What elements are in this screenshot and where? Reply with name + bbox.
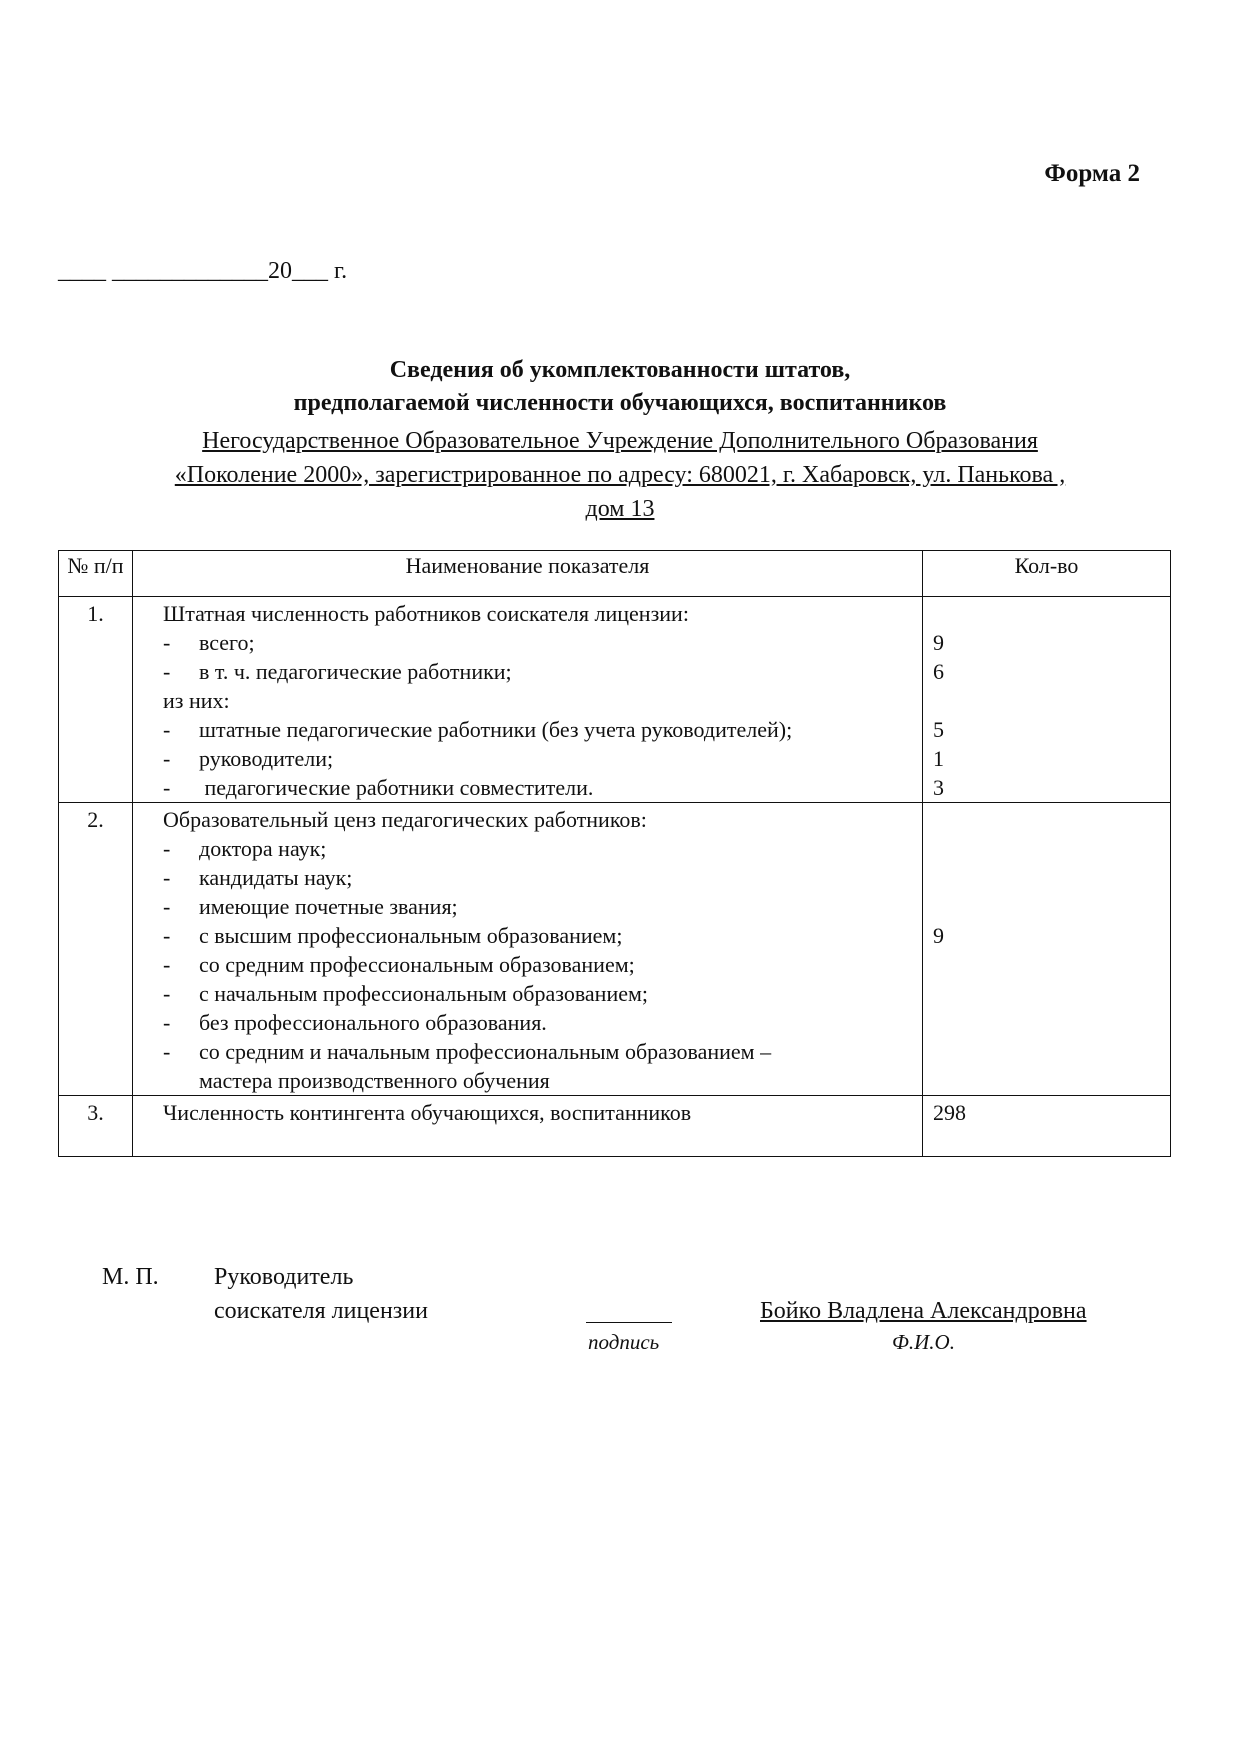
organization-name-line-1: Негосударственное Образовательное Учреждение Дополнительного Образования [202,428,1038,454]
list-dash: - [163,746,171,771]
quantity-value [933,834,1158,863]
list-dash: - [163,923,171,948]
indicator-text: Образовательный ценз педагогических работников: [163,807,647,832]
indicator-line [163,715,912,744]
table-row [59,597,1171,803]
list-dash: - [163,952,171,977]
list-dash: - [163,981,171,1006]
quantity-cell [923,803,1171,1096]
quantity-value [933,950,1158,979]
form-number: Форма 2 [1044,160,1140,187]
table-header-row [59,551,1171,597]
list-dash: - [163,717,171,742]
quantity-value [933,599,1158,628]
quantity-value [933,1127,1158,1156]
signer-role-line-1: Руководитель [214,1264,354,1290]
table-row [59,803,1171,1096]
quantity-value: 5 [933,717,944,742]
indicator-line [163,979,912,1008]
indicator-text: со средним и начальным профессиональным образованием – [199,1039,772,1064]
list-dash: - [163,865,171,890]
list-dash: - [163,630,171,655]
indicator-cell [133,803,923,1096]
staffing-table [58,550,1171,1157]
indicator-line [163,892,912,921]
column-header-number: № п/п [59,551,133,597]
indicator-text: доктора наук; [199,836,327,861]
quantity-value [933,1008,1158,1037]
indicator-line [163,773,912,802]
indicator-line [163,1127,912,1156]
indicator-line [163,744,912,773]
indicator-line [163,863,912,892]
quantity-value [933,892,1158,921]
column-header-indicator: Наименование показателя [133,551,923,597]
indicator-text: имеющие почетные звания; [199,894,458,919]
list-dash: - [163,894,171,919]
quantity-value: 6 [933,659,944,684]
indicator-cell [133,1096,923,1157]
quantity-value: 9 [933,923,944,948]
organization-address-line: «Поколение 2000», зарегистрированное по адресу: 680021, г. Хабаровск, ул. Панькова , [174,462,1066,488]
indicator-text: всего; [199,630,255,655]
indicator-text: с начальным профессиональным образованием; [199,981,649,1006]
column-header-quantity: Кол-во [923,551,1171,597]
indicator-line [163,686,912,715]
quantity-value [933,1037,1158,1066]
indicator-text: мастера производственного обучения [199,1068,550,1093]
indicator-line [163,1066,912,1095]
row-number: 1. [59,597,133,803]
indicator-line [163,1008,912,1037]
document-title-line-1: Сведения об укомплектованности штатов, [389,357,851,383]
quantity-value [933,805,1158,834]
indicator-line [163,921,912,950]
indicator-text: штатные педагогические работники (без учета руководителей); [199,717,793,742]
quantity-cell [923,597,1171,803]
row-number: 2. [59,803,133,1096]
indicator-cell [133,597,923,803]
indicator-text: с высшим профессиональным образованием; [199,923,623,948]
quantity-value [933,979,1158,1008]
indicator-text: со средним профессиональным образованием; [199,952,635,977]
indicator-text: без профессионального образования. [199,1010,547,1035]
indicator-text: кандидаты наук; [199,865,353,890]
indicator-line [163,950,912,979]
indicator-line [163,805,912,834]
quantity-value: 1 [933,746,944,771]
indicator-line [163,599,912,628]
quantity-value: 298 [933,1100,966,1125]
list-dash: - [163,836,171,861]
indicator-text: Штатная численность работников соискателя лицензии: [163,601,689,626]
date-line: ____ _____________20___ г. [58,258,348,284]
indicator-text: в т. ч. педагогические работники; [199,659,512,684]
quantity-value: 9 [933,630,944,655]
indicator-text: руководители; [199,746,334,771]
indicator-line [163,1098,912,1127]
indicator-line [163,628,912,657]
list-dash: - [163,659,171,684]
stamp-place-label: М. П. [102,1264,159,1290]
indicator-text: Численность контингента обучающихся, воспитанников [163,1100,692,1125]
signature-blank-line [586,1322,672,1323]
list-dash: - [163,1010,171,1035]
quantity-value [933,686,1158,715]
indicator-line [163,657,912,686]
document-title-line-2: предполагаемой численности обучающихся, воспитанников [293,390,947,416]
list-dash: - [163,1039,171,1064]
quantity-value: 3 [933,775,944,800]
quantity-cell [923,1096,1171,1157]
table-row [59,1096,1171,1157]
signature-caption: подпись [588,1330,660,1354]
row-number: 3. [59,1096,133,1157]
organization-address-house: дом 13 [585,496,655,522]
signer-role-line-2: соискателя лицензии [214,1298,428,1324]
indicator-line [163,1037,912,1066]
indicator-line [163,834,912,863]
indicator-text: из них: [163,688,230,713]
signer-full-name: Бойко Владлена Александровна [760,1298,1087,1324]
full-name-caption: Ф.И.О. [892,1330,955,1354]
indicator-text: педагогические работники совместители. [199,775,594,800]
quantity-value [933,863,1158,892]
quantity-value [933,1066,1158,1095]
list-dash: - [163,775,171,800]
